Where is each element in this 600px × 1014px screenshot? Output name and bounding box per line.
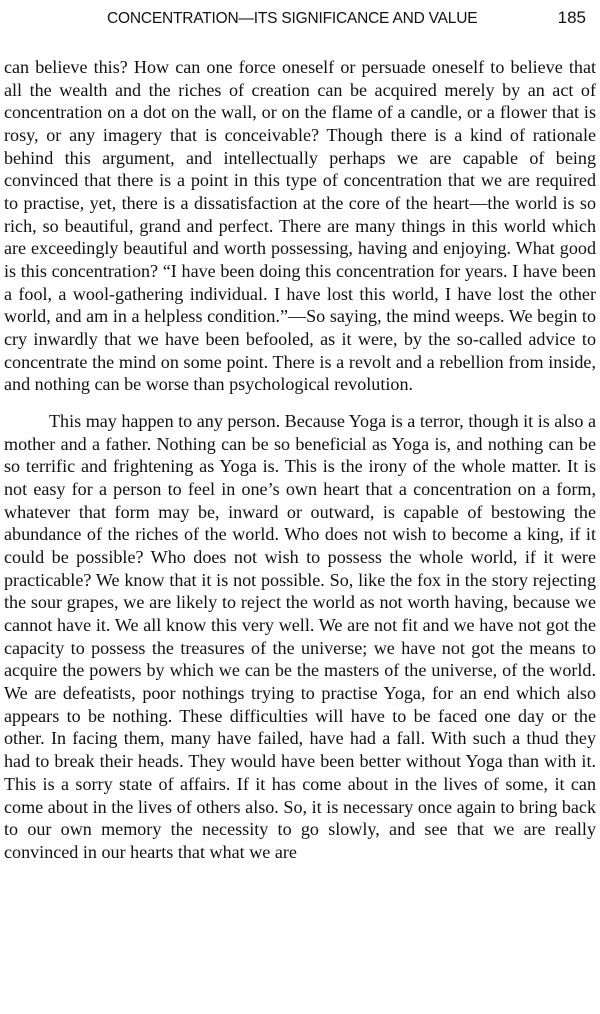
running-header-title: CONCENTRATION—ITS SIGNIFICANCE AND VALUE — [107, 10, 478, 27]
page-number: 185 — [557, 8, 586, 27]
paragraph-continued: can believe this? How can one force oneself or persuade oneself to believe that all the wealth and the riches of creation can be acquired merely by an act of concentration on a dot on the wall, or on the flame of a candle, or a flower that is rosy, or any imagery that is conceivable? Though there is a kind of rationale behind this argument, and intellectually perhaps we are capable of being convinced that there is a point in this type of concentration that we are required to practise, yet, there is a dissatisfaction at the core of the heart—the world is so rich, so beautiful, grand and perfect. There are many things in this world which are exceedingly beautiful and worth possessing, having and enjoying. What good is this concentration? “I have been doing this concentration for years. I have been a fool, a wool-gathering individual. I have lost this world, I have lost the other world, and am in a helpless condition.”—So saying, the mind weeps. We begin to cry inwardly that we have been befooled, as it were, by the so-called advice to concentrate the mind on some point. There is a revolt and a rebellion from inside, and nothing can be worse than psychological revolution. — [4, 57, 596, 395]
body-text — [4, 56, 596, 864]
paragraph: This may happen to any person. Because Yoga is a terror, though it is also a mother and a father. Nothing can be so beneficial as Yoga is, and nothing can be so terrific and frightening as Yoga is. This is the irony of the whole matter. It is not easy for a person to feel in one’s own heart that a concentration on a form, whatever that form may be, inward or outward, is capable of bestowing the abundance of the riches of the world. Who does not wish to become a king, if it could be possible? Who does not wish to possess the whole world, if it were practicable? We know that it is not possible. So, like the fox in the story rejecting the sour grapes, we are likely to reject the world as not worth having, because we cannot have it. We all know this very well. We are not fit and we have not got the capacity to possess the treasures of the universe; we have not got the means to acquire the powers by which we can be the masters of the universe, of the world. We are defeatists, poor nothings trying to practise Yoga, for an end which also appears to be nothing. These difficulties will have to be faced one day or the other. In facing them, many have failed, have had a fall. With such a thud they had to break their heads. They would have been better without Yoga than with it. This is a sorry state of affairs. If it has come about in the lives of some, it can come about in the lives of others also. So, it is necessary once again to bring back to our own memory the necessity to go slowly, and see that we are really convinced in our hearts that what we are — [4, 411, 597, 862]
